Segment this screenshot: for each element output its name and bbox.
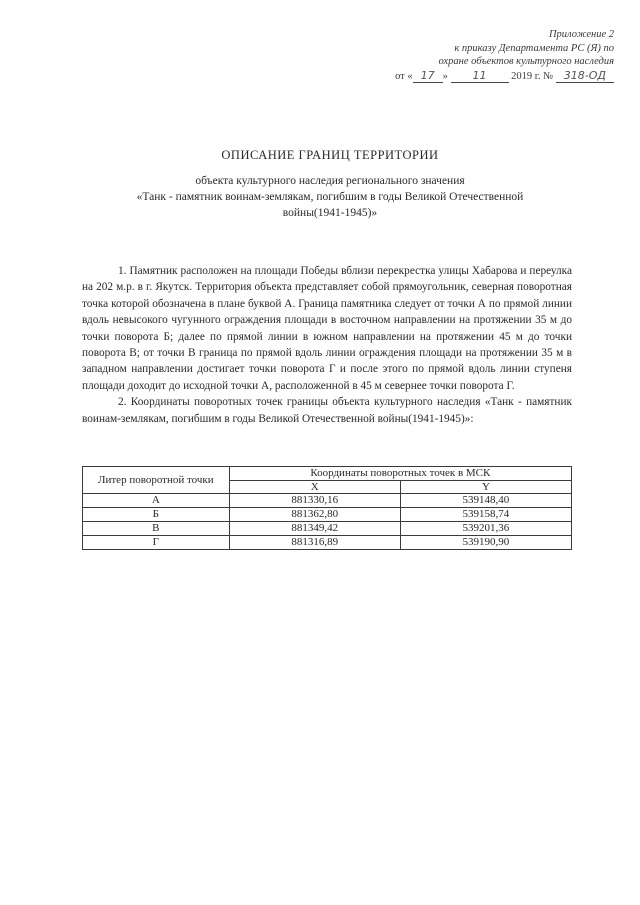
table-row	[83, 494, 572, 508]
point-y: 539201,36	[400, 522, 571, 536]
header-letter: Литер поворотной точки	[83, 467, 230, 494]
header-coordinates: Координаты поворотных точек в МСК	[229, 467, 571, 481]
point-x: 881330,16	[229, 494, 400, 508]
paragraph-1: 1. Памятник расположен на площади Победы вблизи перекрестка улицы Хабарова и переулка на 202 м.р. в г. Якутск. Территория объекта представляет собой прямоугольник, северная поворотная точка которой обозначена в плане буквой А. Граница памятника следует от точки А по прямой линии вдоль невысокого чугунного ограждения площади в восточном направлении на протяжении 35 м до точки поворота Б; далее по прямой линии в южном направлении на протяжении 45 м до точки поворота В; от точки В граница по прямой вдоль линии ограждения площади на протяжении 35 м в западном направлении достигает точки поворота Г и после этого по прямой вдоль линии ступеня площади доходит до исходной точки А, расположенной в 45 м севернее точки поворота Г.	[82, 265, 572, 392]
appendix-line-2: к приказу Департамента РС (Я) по	[454, 42, 614, 54]
order-year: 2019 г. №	[511, 70, 554, 82]
point-y: 539158,74	[400, 508, 571, 522]
title-block	[80, 148, 580, 221]
appendix-header	[384, 28, 614, 83]
point-letter: А	[83, 494, 230, 508]
point-x: 881349,42	[229, 522, 400, 536]
appendix-line-3: охране объектов культурного наследия	[438, 56, 614, 67]
point-y: 539148,40	[400, 494, 571, 508]
table-header-row	[83, 467, 572, 481]
point-letter: Б	[83, 508, 230, 522]
appendix-line-1: Приложение 2	[548, 29, 614, 40]
point-x: 881362,80	[229, 508, 400, 522]
table-row	[83, 522, 572, 536]
header-y: Y	[400, 480, 571, 494]
body-text	[82, 263, 572, 427]
header-x: X	[229, 480, 400, 494]
point-letter: В	[83, 522, 230, 536]
subtitle-line-2: «Танк - памятник воинам-землякам, погибшим в годы Великой Отечественной	[136, 191, 524, 203]
date-mid: »	[442, 70, 448, 82]
subtitle-line-1: объекта культурного наследия регионального значения	[195, 175, 465, 187]
table-row	[83, 536, 572, 550]
point-y: 539190,90	[400, 536, 571, 550]
document-title: ОПИСАНИЕ ГРАНИЦ ТЕРРИТОРИИ	[221, 148, 439, 162]
order-date-line	[384, 69, 614, 84]
point-x: 881316,89	[229, 536, 400, 550]
order-month: 11	[451, 69, 509, 83]
coordinates-table	[82, 466, 572, 550]
paragraph-2: 2. Координаты поворотных точек границы объекта культурного наследия «Танк - памятник воинам-землякам, погибшим в годы Великой Отечественной войны(1941-1945)»:	[82, 396, 572, 425]
table-row	[83, 508, 572, 522]
order-day: 17	[413, 69, 443, 83]
point-letter: Г	[83, 536, 230, 550]
subtitle-line-3: войны(1941-1945)»	[282, 207, 378, 219]
date-prefix: от «	[395, 70, 413, 82]
order-number: 318-ОД	[556, 69, 614, 83]
